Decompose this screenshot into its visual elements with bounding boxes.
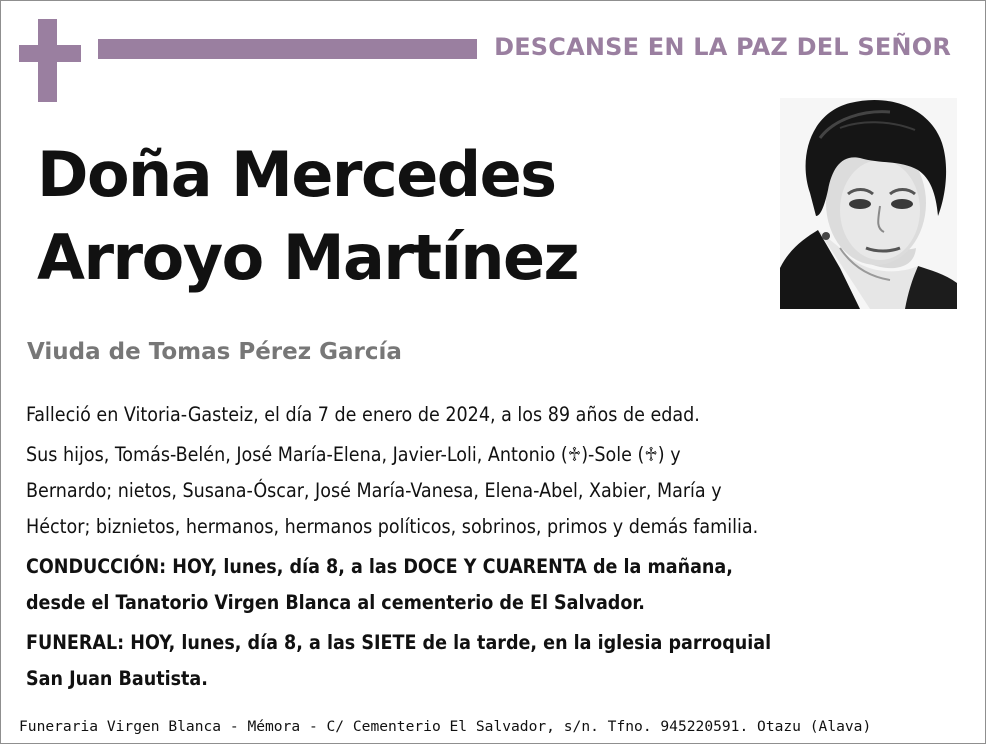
header-rule [98, 39, 477, 59]
family-line: Bernardo; nietos, Susana-Óscar, José María-Vanesa, Elena-Abel, Xabier, María y [26, 479, 722, 502]
conduccion-line: CONDUCCIÓN: HOY, lunes, día 8, a las DOCE Y CUARENTA de la mañana, [26, 555, 733, 578]
deceased-name [37, 133, 757, 299]
portrait-illustration [780, 98, 957, 309]
death-statement: Falleció en Vitoria-Gasteiz, el día 7 de enero de 2024, a los 89 años de edad. [26, 403, 700, 426]
funeral-line: FUNERAL: HOY, lunes, día 8, a las SIETE de la tarde, en la iglesia parroquial [26, 631, 772, 654]
cross-icon [19, 19, 81, 102]
portrait-photo [780, 98, 957, 309]
conduccion-line: desde el Tanatorio Virgen Blanca al cementerio de El Salvador. [26, 591, 645, 614]
funeral-paragraph [26, 625, 966, 697]
widow-subtitle: Viuda de Tomas Pérez García [27, 339, 402, 365]
header-title: DESCANSE EN LA PAZ DEL SEÑOR [494, 33, 951, 61]
family-paragraph [26, 437, 966, 545]
conduccion-paragraph [26, 549, 966, 621]
funeral-line: San Juan Bautista. [26, 667, 208, 690]
funeral-home-footer: Funeraria Virgen Blanca - Mémora - C/ Cementerio El Salvador, s/n. Tfno. 945220591. Otazu (Alava) [19, 718, 872, 735]
deceased-name-line1: Doña Mercedes [37, 138, 556, 211]
notice-body [26, 397, 966, 697]
family-line: Sus hijos, Tomás-Belén, José María-Elena, Javier-Loli, Antonio (♱)-Sole (♱) y [26, 443, 681, 466]
family-line: Héctor; biznietos, hermanos, hermanos políticos, sobrinos, primos y demás familia. [26, 515, 759, 538]
deceased-name-line2: Arroyo Martínez [37, 221, 579, 294]
